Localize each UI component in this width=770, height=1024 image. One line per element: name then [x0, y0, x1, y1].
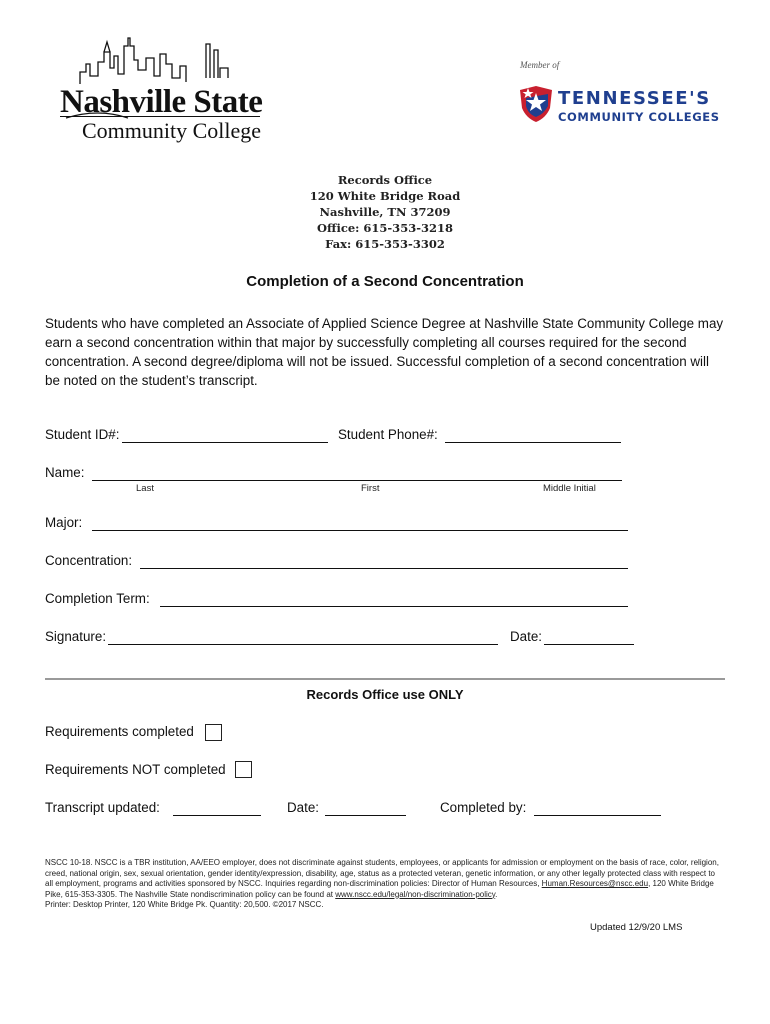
- tcc-star-shield-icon: [518, 84, 554, 124]
- college-subtitle: Community College: [82, 118, 262, 143]
- intro-paragraph: Students who have completed an Associate of Applied Science Degree at Nashville State Community College may earn a second concentration within that major by successfully completing all courses required for the second concentration. A second degree/diploma will not be issued. Successful completion of a second concentration will be noted on the student’s transcript.: [45, 316, 724, 388]
- student-phone-field[interactable]: [445, 442, 621, 443]
- name-field[interactable]: [92, 480, 622, 481]
- footer-text1: NSCC 10-18. NSCC is a TBR institution, AA/EEO employer, does not discriminate against students, employees, or applicants for admission or employment on the basis of race, color, religion, creed, national origin, sex, sexual orientation, gender identity/expression, disability, age, status as a protected veteran, genetic information, or any other legally protected class with respect to all employment, programs and activities sponsored by NSCC. Inquiries regarding non-discrimination policies: Director of Human Resources,: [45, 858, 719, 888]
- address-phone: Office: 615-353-3218: [317, 221, 453, 235]
- student-phone-label: Student Phone#:: [338, 427, 438, 442]
- signature-field[interactable]: [108, 644, 498, 645]
- req-not-completed-checkbox[interactable]: [235, 761, 252, 778]
- transcript-updated-field[interactable]: [173, 815, 261, 816]
- major-field[interactable]: [92, 530, 628, 531]
- student-id-field[interactable]: [122, 442, 328, 443]
- student-id-label: Student ID#:: [45, 427, 120, 442]
- completion-term-field[interactable]: [160, 606, 628, 607]
- footer-text3: .: [495, 889, 498, 899]
- name-first-caption: First: [361, 483, 380, 494]
- form-title: Completion of a Second Concentration: [246, 273, 524, 290]
- address-office: Records Office: [337, 173, 433, 187]
- address-city: Nashville, TN 37209: [319, 205, 451, 219]
- req-completed-checkbox[interactable]: [205, 724, 222, 741]
- completion-term-label: Completion Term:: [45, 591, 150, 606]
- req-completed-label: Requirements completed: [45, 724, 194, 739]
- concentration-label: Concentration:: [45, 553, 133, 568]
- signature-label: Signature:: [45, 629, 107, 644]
- completed-by-field[interactable]: [534, 815, 661, 816]
- address-fax: Fax: 615-353-3302: [325, 237, 445, 251]
- office-use-heading: Records Office use ONLY: [306, 687, 464, 702]
- footer-disclaimer: [45, 858, 725, 911]
- updated-note: Updated 12/9/20 LMS: [590, 922, 683, 933]
- member-of-label: Member of: [520, 60, 560, 70]
- hr-email-link[interactable]: Human.Resources@nscc.edu: [541, 879, 649, 888]
- college-name: Nashville State: [60, 84, 263, 120]
- policy-link[interactable]: www.nscc.edu/legal/non-discrimination-policy: [335, 889, 496, 899]
- office-date-field[interactable]: [325, 815, 406, 816]
- name-last-caption: Last: [136, 483, 154, 494]
- tcc-line1: TENNESSEE'S: [558, 88, 711, 109]
- name-middle-caption: Middle Initial: [543, 483, 596, 494]
- transcript-updated-label: Transcript updated:: [45, 800, 160, 815]
- address-street: 120 White Bridge Road: [309, 189, 461, 203]
- office-address: [0, 172, 770, 252]
- section-divider: [45, 678, 725, 680]
- concentration-field[interactable]: [140, 568, 628, 569]
- req-not-completed-label: Requirements NOT completed: [45, 762, 226, 777]
- office-date-label: Date:: [287, 800, 320, 815]
- date-field[interactable]: [544, 644, 634, 645]
- footer-printer: Printer: Desktop Printer, 120 White Bridge Pk. Quantity: 20,500. ©2017 NSCC.: [45, 900, 324, 909]
- footer-text2: , 120 White Bridge Pike, 615-353-3305. The Nashville State nondiscrimination policy can be found at: [45, 879, 714, 899]
- tcc-line2: COMMUNITY COLLEGES: [558, 110, 720, 124]
- major-label: Major:: [45, 515, 83, 530]
- logo-underline: [60, 116, 260, 117]
- date-label: Date:: [510, 629, 543, 644]
- name-label: Name:: [45, 465, 85, 480]
- completed-by-label: Completed by:: [440, 800, 527, 815]
